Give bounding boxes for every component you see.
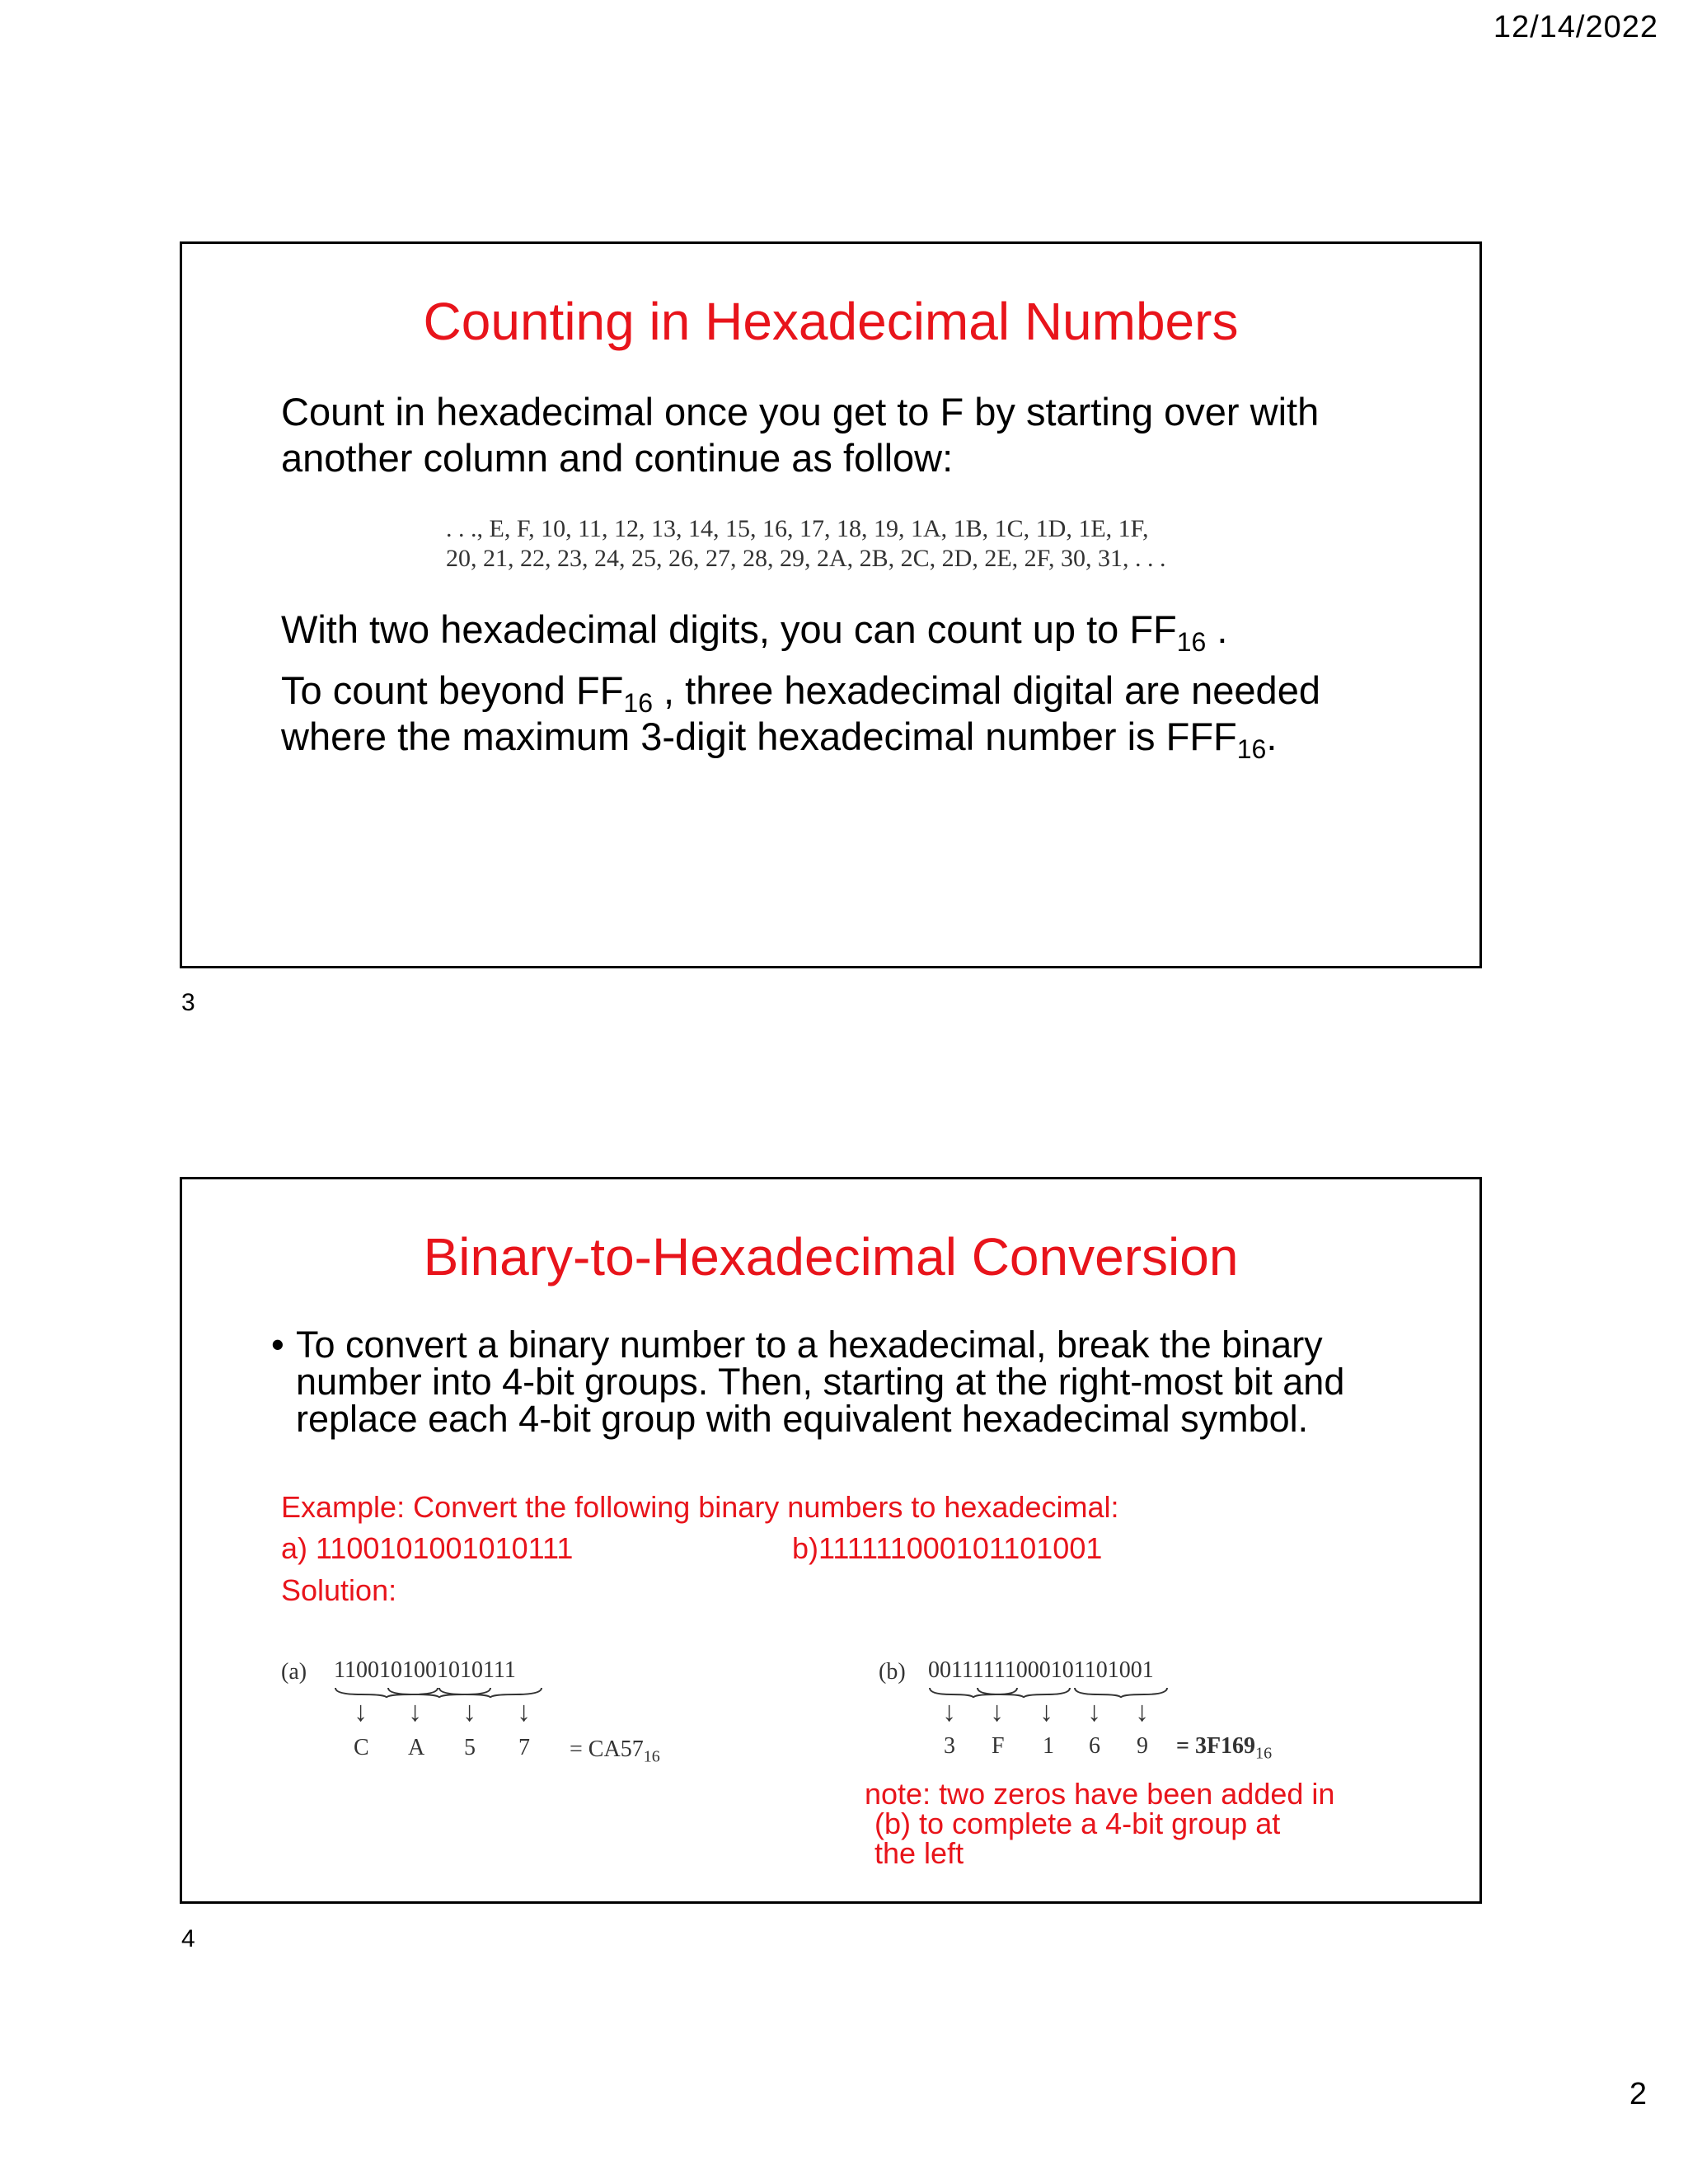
padding-note (865, 1779, 1334, 1868)
slide-binary-to-hex (180, 1177, 1482, 1904)
two-digits-post: . (1206, 607, 1228, 651)
figure-a-result (570, 1736, 660, 1767)
two-digits-pre: With two hexadecimal digits, you can count up to FF (281, 607, 1177, 651)
slide-number: 3 (181, 989, 195, 1016)
bullet-line-1: To convert a binary number to a hexadecimal, break the binary (296, 1324, 1323, 1366)
hex-digit-a-3: 5 (464, 1735, 476, 1760)
hex-digit-b-1: 3 (944, 1733, 955, 1759)
example-a: a) 1100101001010111 (281, 1531, 574, 1566)
figure-a-label: (a) (281, 1659, 307, 1685)
slide-title: Binary-to-Hexadecimal Conversion (423, 1227, 1239, 1286)
brace-a-1 (335, 1688, 438, 1698)
arrow-b-3: ↓ (1039, 1697, 1053, 1727)
max-subscript: 16 (1236, 734, 1267, 765)
slide-title: Counting in Hexadecimal Numbers (423, 292, 1239, 351)
arrow-b-5: ↓ (1135, 1697, 1149, 1727)
result-b-subscript: 16 (1255, 1744, 1273, 1763)
two-digits-text (281, 607, 1228, 657)
beyond-pre: To count beyond FF (281, 668, 624, 712)
two-digits-subscript: 16 (1176, 627, 1207, 657)
hex-digit-b-2: F (992, 1733, 1005, 1759)
hex-digit-b-5: 9 (1137, 1733, 1148, 1759)
max-pre: where the maximum 3-digit hexadecimal number is FFF (281, 715, 1237, 759)
conversion-bullet (271, 1324, 1345, 1440)
hex-digit-a-2: A (408, 1735, 425, 1760)
arrow-b-4: ↓ (1087, 1697, 1101, 1727)
result-a-subscript: 16 (643, 1747, 660, 1766)
figure-b-result (1176, 1733, 1272, 1764)
result-b-value: = 3F169 (1176, 1733, 1256, 1759)
arrow-b-1: ↓ (942, 1697, 956, 1727)
beyond-text (281, 668, 1320, 765)
arrow-a-3: ↓ (462, 1697, 476, 1727)
hex-sequence (446, 514, 1165, 574)
intro-text (281, 389, 1319, 482)
note-line-2: (b) to complete a 4-bit group at (874, 1807, 1281, 1840)
intro-line-1: Count in hexadecimal once you get to F by starting over with (281, 390, 1320, 434)
result-a-value: = CA57 (570, 1736, 644, 1762)
solution-label: Solution: (281, 1572, 397, 1607)
bullet-line-2: number into 4-bit groups. Then, starting at the right-most bit and (296, 1361, 1345, 1403)
beyond-subscript: 16 (623, 688, 653, 718)
arrow-a-4: ↓ (517, 1697, 531, 1727)
max-line (281, 714, 1320, 765)
hex-digit-a-1: C (354, 1735, 369, 1760)
example-prompt: Example: Convert the following binary numbers to hexadecimal: (281, 1490, 1119, 1524)
page-date: 12/14/2022 (1493, 10, 1658, 45)
bullet-line-3: replace each 4-bit group with equivalent hexadecimal symbol. (296, 1398, 1309, 1440)
sequence-line-1: . . ., E, F, 10, 11, 12, 13, 14, 15, 16, 17, 18, 19, 1A, 1B, 1C, 1D, 1E, 1F, (446, 515, 1149, 542)
arrow-b-2: ↓ (990, 1697, 1004, 1727)
bullet-dot: • (271, 1324, 284, 1366)
beyond-line (281, 668, 1320, 718)
intro-line-2: another column and continue as follow: (281, 436, 954, 480)
figure-b-binary: 00111111000101101001 (928, 1657, 1154, 1683)
page-number: 2 (1629, 2077, 1647, 2111)
hex-digit-b-3: 1 (1043, 1733, 1054, 1759)
beyond-post: , three hexadecimal digital are needed (653, 668, 1320, 712)
figure-a-binary: 1100101001010111 (334, 1657, 516, 1683)
max-post: . (1266, 715, 1278, 759)
hex-digit-a-4: 7 (518, 1735, 530, 1760)
hex-digit-b-4: 6 (1089, 1733, 1100, 1759)
arrow-a-2: ↓ (408, 1697, 422, 1727)
slide-counting-hex (180, 241, 1482, 968)
sequence-line-2: 20, 21, 22, 23, 24, 25, 26, 27, 28, 29, 2A, 2B, 2C, 2D, 2E, 2F, 30, 31, . . . (446, 545, 1166, 572)
note-line-1: note: two zeros have been added in (865, 1777, 1335, 1811)
note-line-3: the left (874, 1836, 964, 1870)
slide-number: 4 (181, 1925, 195, 1952)
figure-b-label: (b) (879, 1659, 906, 1685)
arrow-a-1: ↓ (354, 1697, 368, 1727)
example-b: b)111111000101101001 (792, 1531, 1103, 1565)
